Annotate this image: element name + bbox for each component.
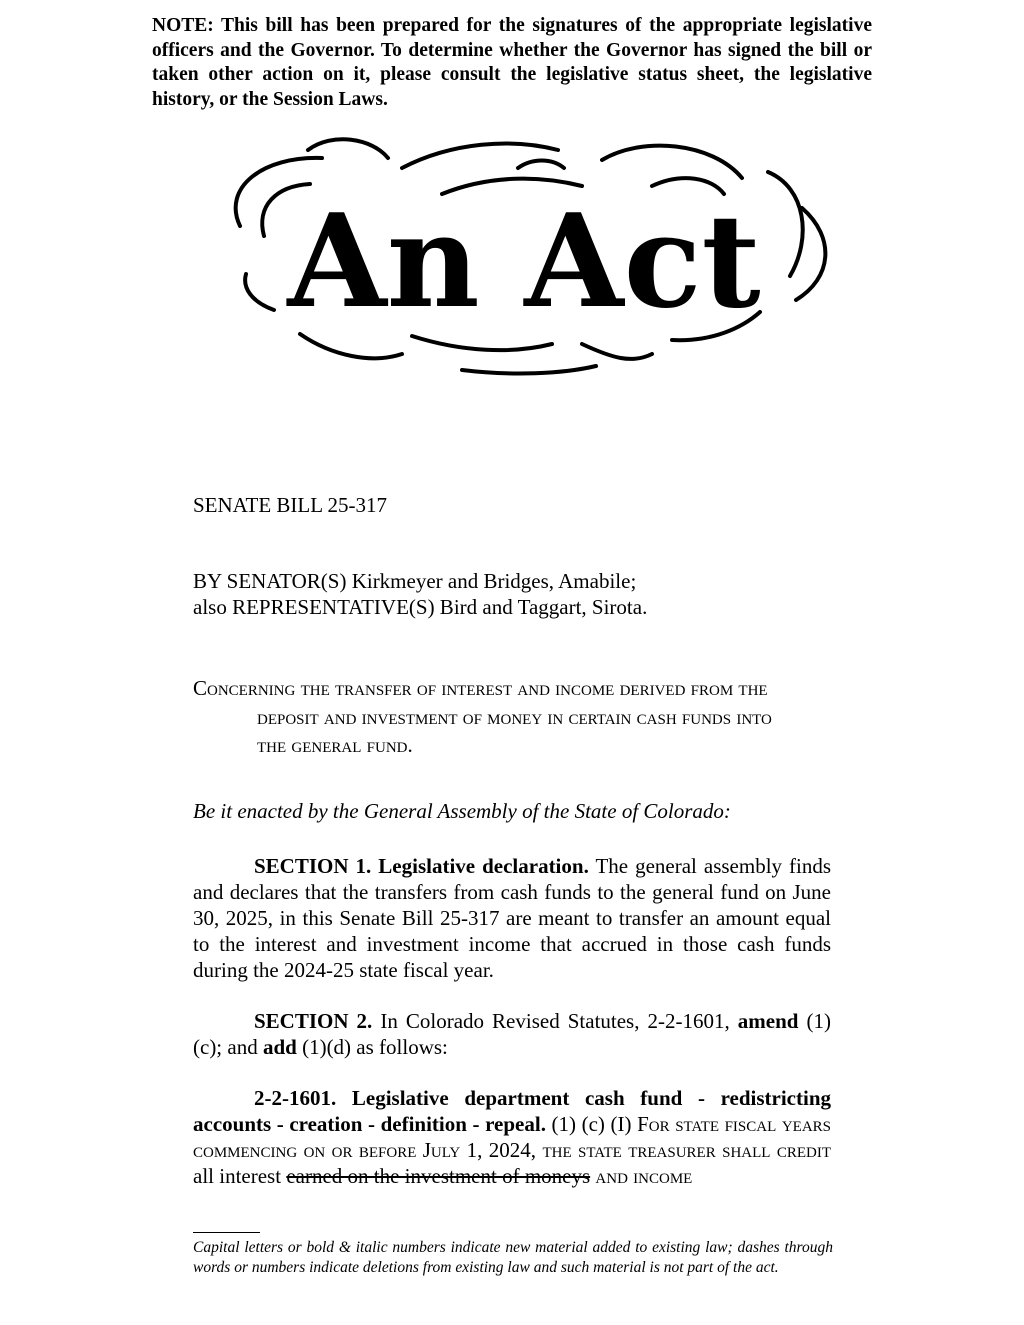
an-act-logo	[212, 128, 842, 390]
section-2-text-2: (1)(c); and	[193, 1009, 831, 1059]
new-material-text-2: and income	[595, 1164, 693, 1188]
section-2	[193, 1008, 831, 1060]
statute-number: 2-2-1601.	[254, 1086, 337, 1110]
section-1-text: The general assembly finds and declares that the transfers from cash funds to the general fund on June 30, 2025, in this Senate Bill 25-317 are meant to transfer an amount equal to the interest and investment income that accrued in those cash funds during the 2024-25 state fiscal year.	[193, 854, 832, 982]
enacting-clause: Be it enacted by the General Assembly of the State of Colorado:	[193, 799, 731, 823]
add-keyword: add	[262, 1035, 297, 1059]
signature-note: NOTE: This bill has been prepared for the signatures of the appropriate legislative officers and the Governor. To determine whether the Governor has signed the bill or taken other action on it, please consult the legislative status sheet, the legislative history, or the Session Laws.	[152, 15, 872, 110]
footnote: Capital letters or bold & italic numbers indicate new material added to existing law; dashes through words or numbers indicate deletions from existing law and such material is not part of the act.	[193, 1239, 833, 1276]
section-1	[193, 853, 831, 983]
section-2-text: In Colorado Revised Statutes, 2-2-1601,	[380, 1009, 730, 1033]
bill-title	[193, 674, 833, 760]
bill-number: SENATE BILL 25-317	[193, 493, 388, 517]
existing-text: all interest	[193, 1164, 282, 1188]
senate-sponsors: BY SENATOR(S) Kirkmeyer and Bridges, Amabile;	[193, 569, 637, 593]
title-line-3: the general fund.	[257, 733, 413, 757]
title-line-2: deposit and investment of money in certain cash funds into	[257, 704, 772, 729]
sponsors	[193, 568, 647, 620]
section-1-subheading: Legislative declaration.	[378, 854, 589, 878]
footnote-divider	[193, 1232, 260, 1233]
logo-text: An Act	[287, 187, 761, 337]
title-line-1: Concerning the transfer of interest and income derived from the	[193, 676, 768, 700]
section-2-heading: SECTION 2.	[254, 1009, 373, 1033]
statute-subsection: (1) (c) (I)	[551, 1112, 632, 1136]
deleted-text: earned on the investment of moneys	[286, 1164, 591, 1188]
house-sponsors: also REPRESENTATIVE(S) Bird and Taggart, Sirota.	[193, 595, 648, 619]
new-material-text: For state fiscal years commencing on or before July 1, 2024, the state treasurer shall credit	[193, 1112, 832, 1162]
section-2-text-3: (1)(d) as follows:	[302, 1035, 448, 1059]
statute-heading: Legislative department cash fund - redistricting accounts - creation - definition - repeal.	[193, 1086, 831, 1136]
statute-section	[193, 1085, 831, 1189]
an-act-blackletter-logo-icon	[212, 128, 842, 390]
amend-keyword: amend	[737, 1009, 799, 1033]
section-1-heading: SECTION 1.	[254, 854, 372, 878]
